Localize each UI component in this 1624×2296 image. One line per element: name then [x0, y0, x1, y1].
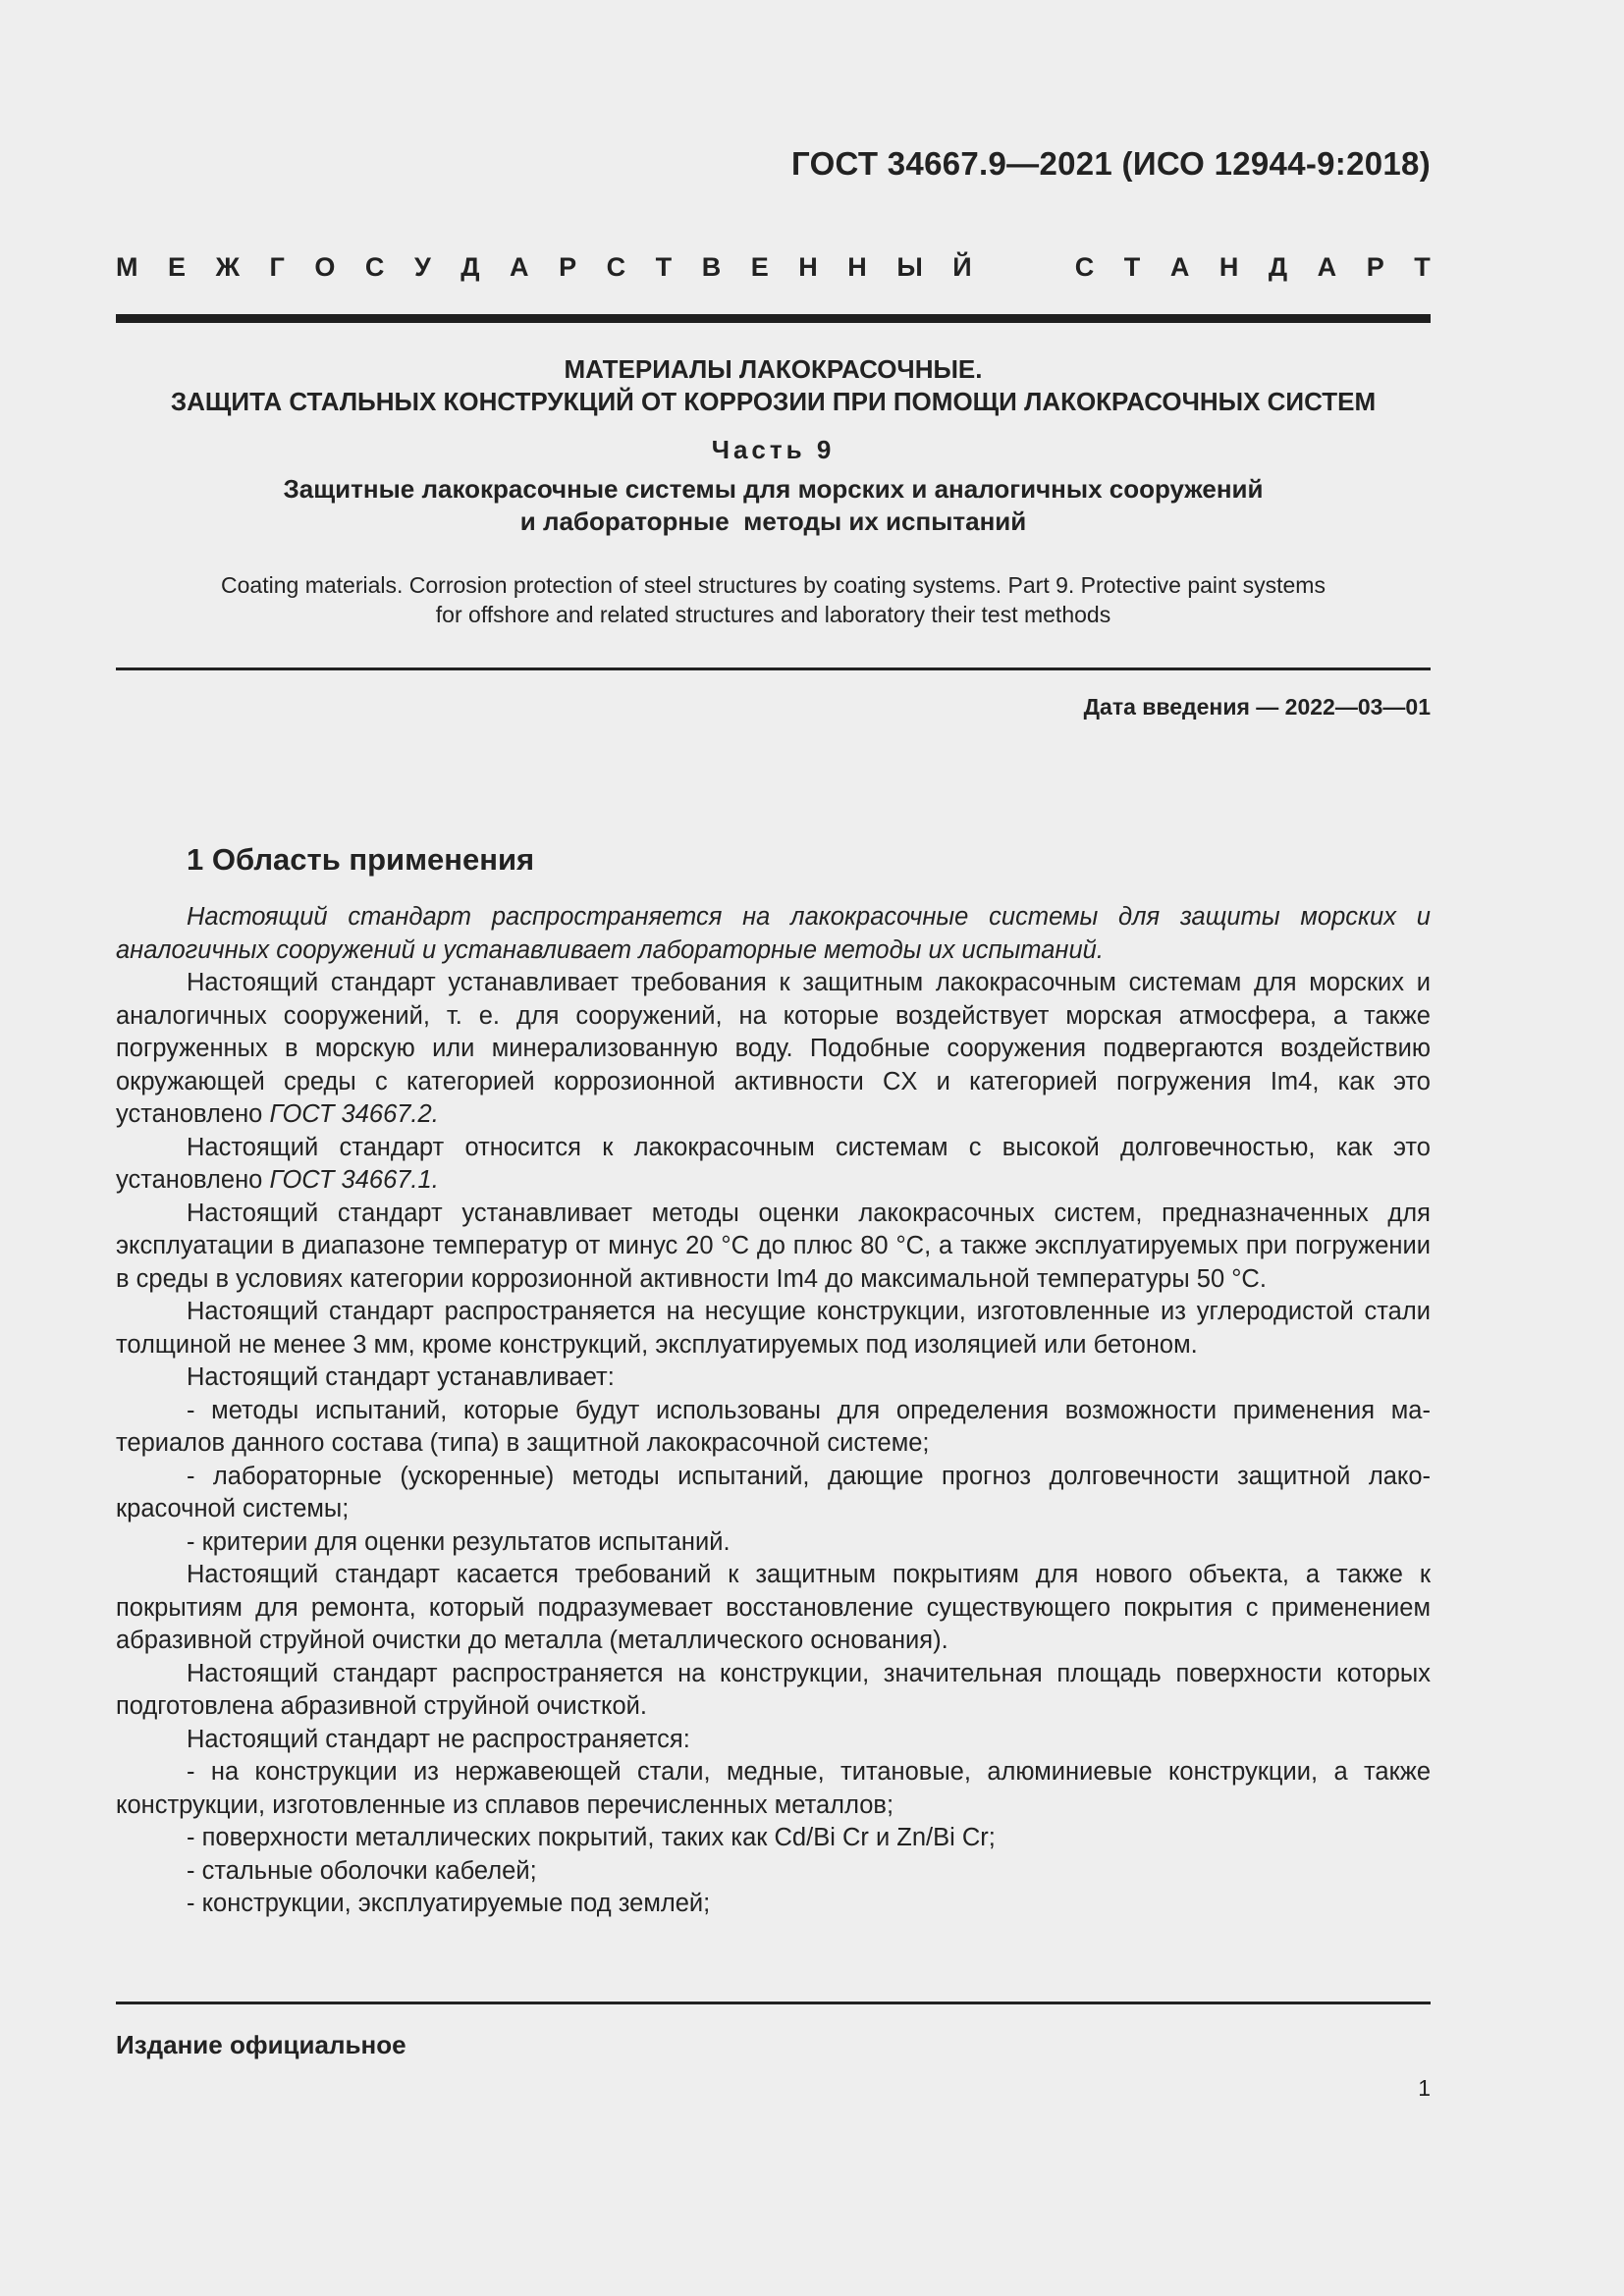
paragraph-text: Настоящий стандарт касается требований к защитным покрытиям для нового объекта, а также к покрытиям для ремонта, который подразумевает восстановление существующего покрытия с применением абразивной струйной очистки до металла (металлического основания). — [116, 1561, 1431, 1654]
title-line-1: МАТЕРИАЛЫ ЛАКОКРАСОЧНЫЕ. — [564, 354, 983, 384]
banner-letter: Е — [168, 252, 187, 282]
body-paragraph — [116, 967, 1431, 1132]
banner-letter: Р — [559, 252, 577, 282]
standard-code: ГОСТ 34667.9—2021 (ИСО 12944-9:2018) — [791, 145, 1431, 182]
banner-letter: Ж — [215, 252, 240, 282]
body-paragraph — [116, 1395, 1431, 1461]
body-paragraph — [116, 1724, 1431, 1757]
english-title-line-2: for offshore and related structures and laboratory their test methods — [435, 602, 1111, 627]
body-paragraph — [116, 1855, 1431, 1889]
banner-letter: С — [606, 252, 626, 282]
body-paragraph — [116, 1461, 1431, 1526]
section-body — [116, 901, 1431, 1921]
body-paragraph — [116, 1362, 1431, 1395]
banner-letter: Н — [798, 252, 818, 282]
paragraph-text: Настоящий стандарт устанавливает требования к защитным лакокрасочным системам для морских и аналогичных сооружений, т. е. для сооружений, на которые воздействует морская атмосфера, а также погруженных в морскую или минерализованную воду. Подобные сооружения подвергаются воздействию окружающей среды с категорией коррозионной активности CX и категорией погружения Im4, как это установлено — [116, 969, 1431, 1128]
banner-letter: У — [413, 252, 431, 282]
paragraph-text: Настоящий стандарт устанавливает методы оценки лакокрасочных систем, предназначенных для эксплуатации в диапазоне температур от минус 20 °С до плюс 80 °С, а также эксплуатируемых при погружении в среды в условиях категории коррозионной активности Im4 до максимальной температуры 50 °С. — [116, 1199, 1431, 1293]
body-paragraph — [116, 901, 1431, 967]
paragraph-text: - критерии для оценки результатов испытаний. — [187, 1527, 731, 1556]
banner-letter: Д — [460, 252, 480, 282]
body-paragraph — [116, 1296, 1431, 1362]
body-paragraph — [116, 1658, 1431, 1724]
banner-letter: С — [364, 252, 385, 282]
banner-letter: М — [116, 252, 138, 282]
paragraph-text: Настоящий стандарт не распространяется: — [187, 1725, 690, 1753]
paragraph-text: - методы испытаний, которые будут использованы для определения возможности применения материалов данного состава (типа) в защитной лакокрасочной системе; — [116, 1396, 1431, 1457]
banner-word-gap — [1001, 251, 1045, 283]
part-label: Часть 9 — [711, 435, 836, 464]
subtitle-line-1: Защитные лакокрасочные системы для морских и аналогичных сооружений — [283, 474, 1264, 504]
banner-letter: В — [701, 252, 722, 282]
title-line-2: ЗАЩИТА СТАЛЬНЫХ КОНСТРУКЦИЙ ОТ КОРРОЗИИ ПРИ ПОМОЩИ ЛАКОКРАСОЧНЫХ СИСТЕМ — [170, 387, 1377, 416]
english-title — [116, 570, 1431, 629]
header-thick-rule — [116, 314, 1431, 323]
banner-letter: Д — [1268, 252, 1288, 282]
banner-letter: А — [510, 252, 529, 282]
subtitle-line-2: и лабораторные методы их испытаний — [519, 507, 1027, 536]
body-paragraph — [116, 1756, 1431, 1822]
introduction-date: Дата введения — 2022—03—01 — [1083, 694, 1431, 720]
body-paragraph — [116, 1526, 1431, 1560]
paragraph-text: Настоящий стандарт распространяется на несущие конструкции, изготовленные из углеродистой стали толщиной не менее 3 мм, кроме конструкций, эксплуатируемых под изоляцией или бетоном. — [116, 1298, 1431, 1359]
paragraph-text: Настоящий стандарт относится к лакокрасочным системам с высокой долговечностью, как это установлено — [116, 1133, 1431, 1194]
document-title — [116, 353, 1431, 418]
body-paragraph — [116, 1198, 1431, 1297]
paragraph-text: Настоящий стандарт распространяется на конструкции, значительная площадь поверхности которых подготовлена абразивной струйной очисткой. — [116, 1659, 1431, 1720]
section-heading-scope: 1 Область применения — [187, 842, 535, 877]
banner-letter: А — [1317, 252, 1337, 282]
paragraph-text: - поверхности металлических покрытий, таких как Cd/Bi Cr и Zn/Bi Cr; — [187, 1824, 996, 1851]
italic-text: Настоящий стандарт распространяется на лакокрасочные системы для защиты морских и аналогичных сооружений и устанавливает лабораторные методы их испытаний. — [116, 903, 1431, 964]
banner-letter: Р — [1366, 252, 1384, 282]
banner-letter: Г — [269, 252, 285, 282]
banner-letter: А — [1169, 252, 1190, 282]
banner-letter: Е — [750, 252, 769, 282]
italic-text: ГОСТ 34667.1. — [269, 1166, 439, 1194]
banner-letter: Т — [1123, 252, 1141, 282]
body-paragraph — [116, 1888, 1431, 1921]
body-paragraph — [116, 1559, 1431, 1658]
body-paragraph — [116, 1822, 1431, 1855]
banner-letter: О — [314, 252, 336, 282]
paragraph-text: - на конструкции из нержавеющей стали, медные, титановые, алюминиевые конструкции, а также конструкции, изготовленные из сплавов перечисленных металлов; — [116, 1758, 1431, 1819]
paragraph-text: - стальные оболочки кабелей; — [187, 1856, 537, 1885]
paragraph-text: - лабораторные (ускоренные) методы испытаний, дающие прогноз долговечности защитной лакокрасочной системы; — [116, 1462, 1431, 1522]
body-paragraph — [116, 1132, 1431, 1198]
italic-text: ГОСТ 34667.2. — [269, 1100, 439, 1128]
paragraph-text: - конструкции, эксплуатируемые под землей; — [187, 1890, 711, 1917]
page-number: 1 — [1418, 2075, 1431, 2101]
banner-letter: Й — [952, 252, 972, 282]
footer-rule — [116, 2002, 1431, 2004]
banner-letter: Н — [1218, 252, 1239, 282]
banner-letter: Н — [847, 252, 867, 282]
official-edition-label: Издание официальное — [116, 2030, 406, 2059]
banner-letter: Ы — [896, 252, 923, 282]
banner-letter: Т — [1414, 252, 1431, 282]
english-title-line-1: Coating materials. Corrosion protection of steel structures by coating systems. Part 9. Protective paint systems — [221, 572, 1326, 598]
banner-letter: С — [1074, 252, 1095, 282]
document-subtitle — [116, 473, 1431, 538]
interstate-standard-banner — [116, 251, 1431, 283]
title-bottom-rule — [116, 667, 1431, 670]
banner-letter: Т — [655, 252, 673, 282]
paragraph-text: Настоящий стандарт устанавливает: — [187, 1363, 615, 1391]
